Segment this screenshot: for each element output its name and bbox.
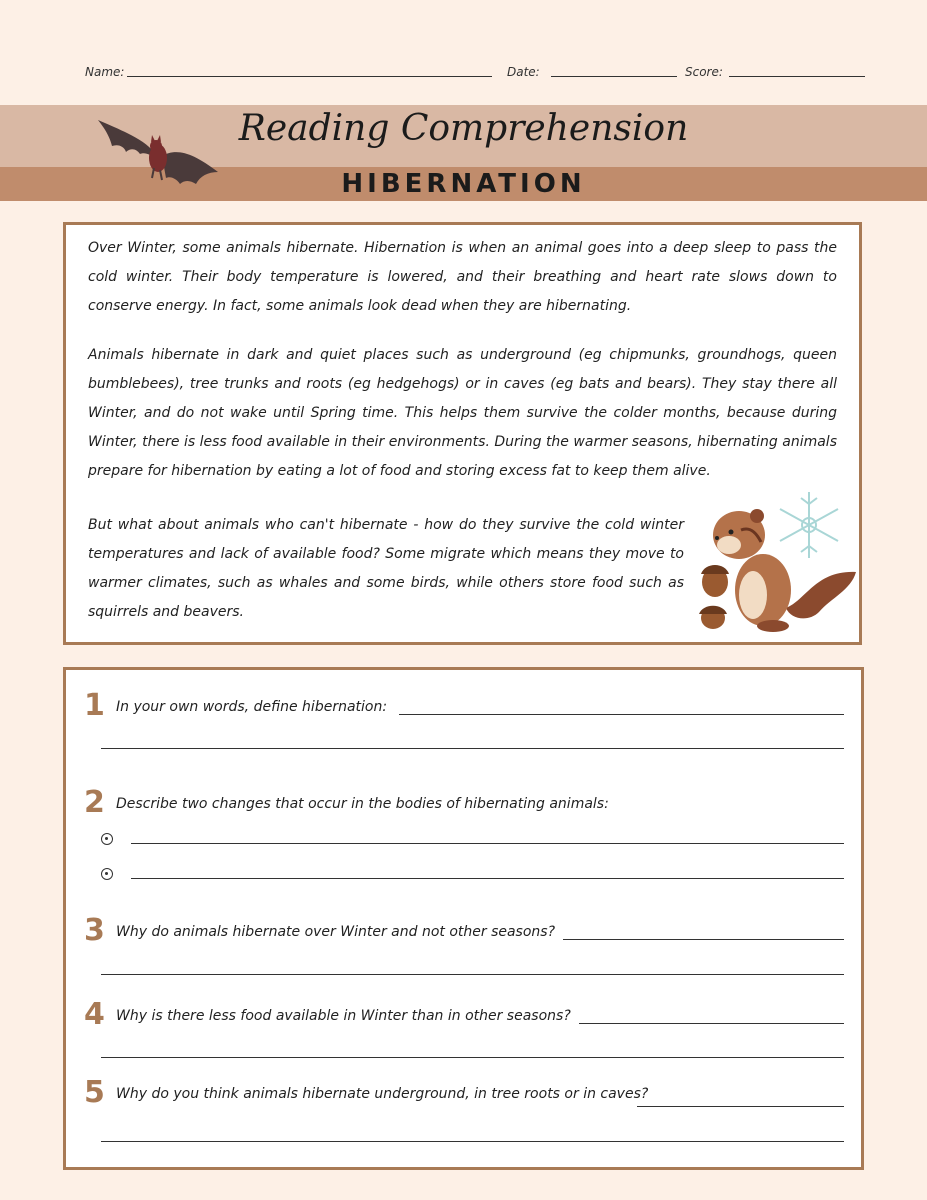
student-info-row: [0, 62, 927, 82]
snowflake-icon: [780, 492, 838, 558]
answer-line-4a[interactable]: [579, 1023, 844, 1024]
bullet-icon: [101, 833, 113, 845]
passage-paragraph-1: Over Winter, some animals hibernate. Hibernation is when an animal goes into a deep sleep to pass the cold winter. Their body temperature is lowered, and their breathing and heart rate slows down to conserve energy. In fact, some animals look dead when they are hibernating.: [88, 240, 837, 314]
answer-line-5b[interactable]: [101, 1141, 844, 1142]
name-field[interactable]: [127, 76, 492, 77]
question-text-1: In your own words, define hibernation:: [116, 699, 388, 715]
questions-section: [63, 667, 864, 1170]
score-label: Score:: [685, 65, 723, 79]
question-text-5: Why do you think animals hibernate underground, in tree roots or in caves?: [116, 1086, 649, 1102]
question-number-2: 2: [84, 785, 105, 820]
answer-line-2b[interactable]: [131, 878, 844, 879]
question-number-3: 3: [84, 913, 105, 948]
question-text-3: Why do animals hibernate over Winter and not other seasons?: [116, 924, 556, 940]
reading-passage: [63, 222, 862, 645]
chipmunk-illustration: [691, 490, 861, 635]
question-text-2: Describe two changes that occur in the bodies of hibernating animals:: [116, 796, 609, 812]
page-subtitle: HIBERNATION: [341, 169, 586, 199]
bat-illustration: [96, 112, 221, 192]
score-field[interactable]: [729, 76, 865, 77]
answer-line-1b[interactable]: [101, 748, 844, 749]
answer-line-1a[interactable]: [399, 714, 844, 715]
date-label: Date:: [507, 65, 540, 79]
answer-line-5a[interactable]: [637, 1106, 844, 1107]
question-number-4: 4: [84, 997, 105, 1032]
answer-line-2a[interactable]: [131, 843, 844, 844]
name-label: Name:: [85, 65, 125, 79]
question-number-5: 5: [84, 1075, 105, 1110]
answer-line-4b[interactable]: [101, 1057, 844, 1058]
passage-paragraph-3: But what about animals who can't hibernate - how do they survive the cold winter temperatures and lack of available food? Some migrate which means they move to warmer climates, such as whales and some birds, while others store food such as squirrels and beavers.: [88, 517, 684, 620]
answer-line-3b[interactable]: [101, 974, 844, 975]
question-text-4: Why is there less food available in Winter than in other seasons?: [116, 1008, 571, 1024]
answer-line-3a[interactable]: [563, 939, 844, 940]
page-title: Reading Comprehension: [238, 108, 689, 149]
bullet-icon: [101, 868, 113, 880]
date-field[interactable]: [551, 76, 677, 77]
question-number-1: 1: [84, 688, 105, 723]
passage-paragraph-2: Animals hibernate in dark and quiet places such as underground (eg chipmunks, groundhogs, queen bumblebees), tree trunks and roots (eg hedgehogs) or in caves (eg bats and bears). They stay there all Winter, and do not wake until Spring time. This helps them survive the colder months, because during Winter, there is less food available in their environments. During the warmer seasons, hibernating animals prepare for hibernation by eating a lot of food and storing excess fat to keep them alive.: [88, 347, 837, 479]
